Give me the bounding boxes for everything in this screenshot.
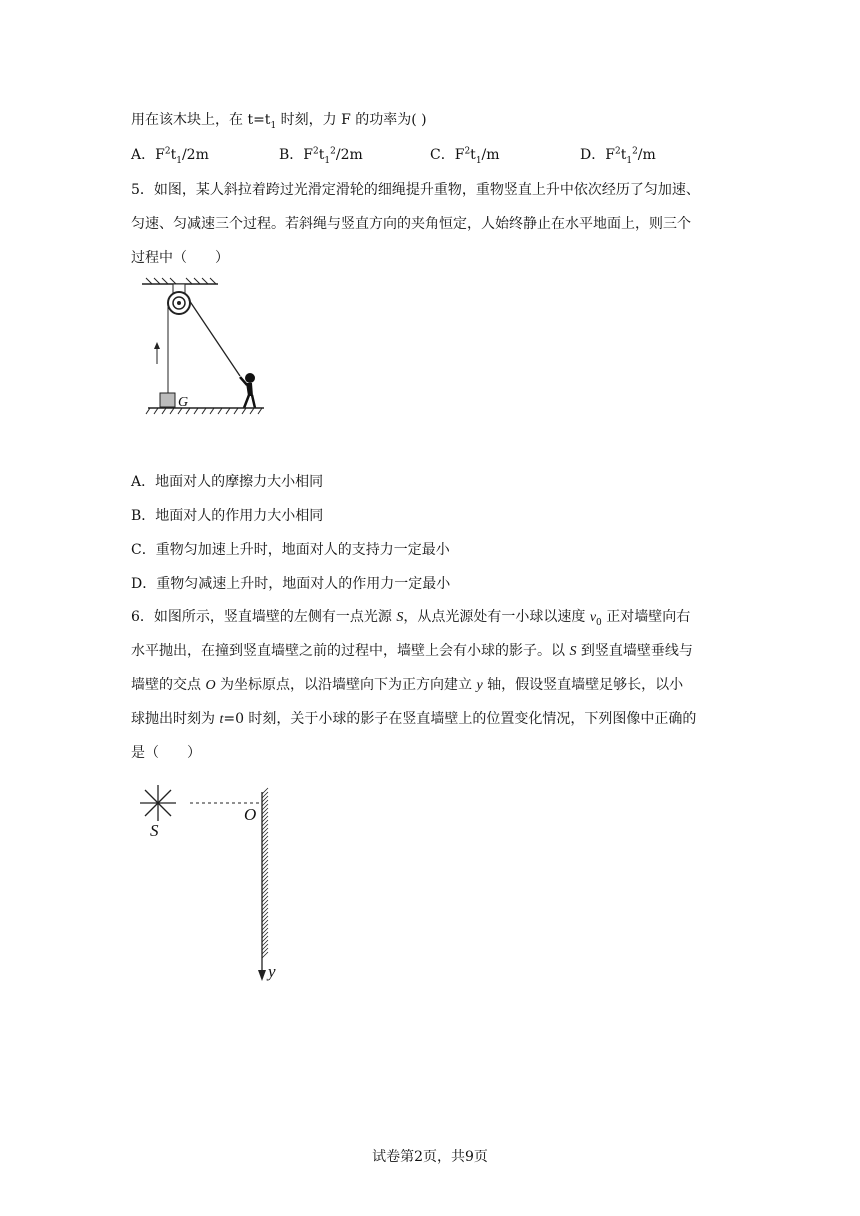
light-source-figure	[136, 778, 286, 986]
page-footer: 试卷第2页，共9页	[372, 1149, 488, 1165]
q4-option-b: B．$F^2t_1^2/2m$	[279, 146, 363, 166]
q4-stem-line: 用在该木块上，在 $t=t_1$ 时刻，力 F 的功率为( )	[131, 112, 427, 131]
q5-option-b: B．地面对人的作用力大小相同	[131, 508, 324, 524]
q6-stem-line-3: 墙壁的交点 O 为坐标原点，以沿墙壁向下为正方向建立 y 轴，假设竖直墙壁足够长，以小	[131, 677, 684, 693]
q5-option-a: A．地面对人的摩擦力大小相同	[131, 474, 324, 490]
q4-option-d: D．$F^2t_1^2/m$	[580, 146, 656, 166]
label-s: S	[150, 821, 159, 840]
q5-option-d: D．重物匀减速上升时，地面对人的作用力一定最小	[131, 576, 451, 592]
q6-stem-line-2: 水平抛出，在撞到竖直墙壁之前的过程中，墙壁上会有小球的影子。以 S 到竖直墙壁垂线与	[131, 643, 693, 659]
label-g: G	[178, 395, 189, 410]
q5-option-c: C．重物匀加速上升时，地面对人的支持力一定最小	[131, 542, 450, 558]
label-y: y	[268, 962, 276, 981]
q5-stem-line-3: 过程中（ ）	[131, 250, 229, 266]
q6-stem-line-5: 是（ ）	[131, 745, 201, 761]
q6-stem-line-1: 6．如图所示，竖直墙壁的左侧有一点光源 S，从点光源处有一小球以速度 $v_0$ 正对墙壁向右	[131, 609, 691, 628]
q5-stem-line-1: 5．如图，某人斜拉着跨过光滑定滑轮的细绳提升重物，重物竖直上升中依次经历了匀加速、	[131, 182, 700, 198]
q4-option-a: A．$F^2t_1/2m$	[131, 146, 209, 166]
q4-option-c: C．$F^2t_1/m$	[430, 146, 500, 166]
label-o: O	[244, 805, 257, 824]
pulley-figure	[140, 276, 270, 422]
q6-stem-line-4: 球抛出时刻为 t=0 时刻，关于小球的影子在竖直墙壁上的位置变化情况，下列图像中正确的	[131, 711, 697, 727]
q5-stem-line-2: 匀速、匀减速三个过程。若斜绳与竖直方向的夹角恒定，人始终静止在水平地面上，则三个	[131, 216, 691, 232]
